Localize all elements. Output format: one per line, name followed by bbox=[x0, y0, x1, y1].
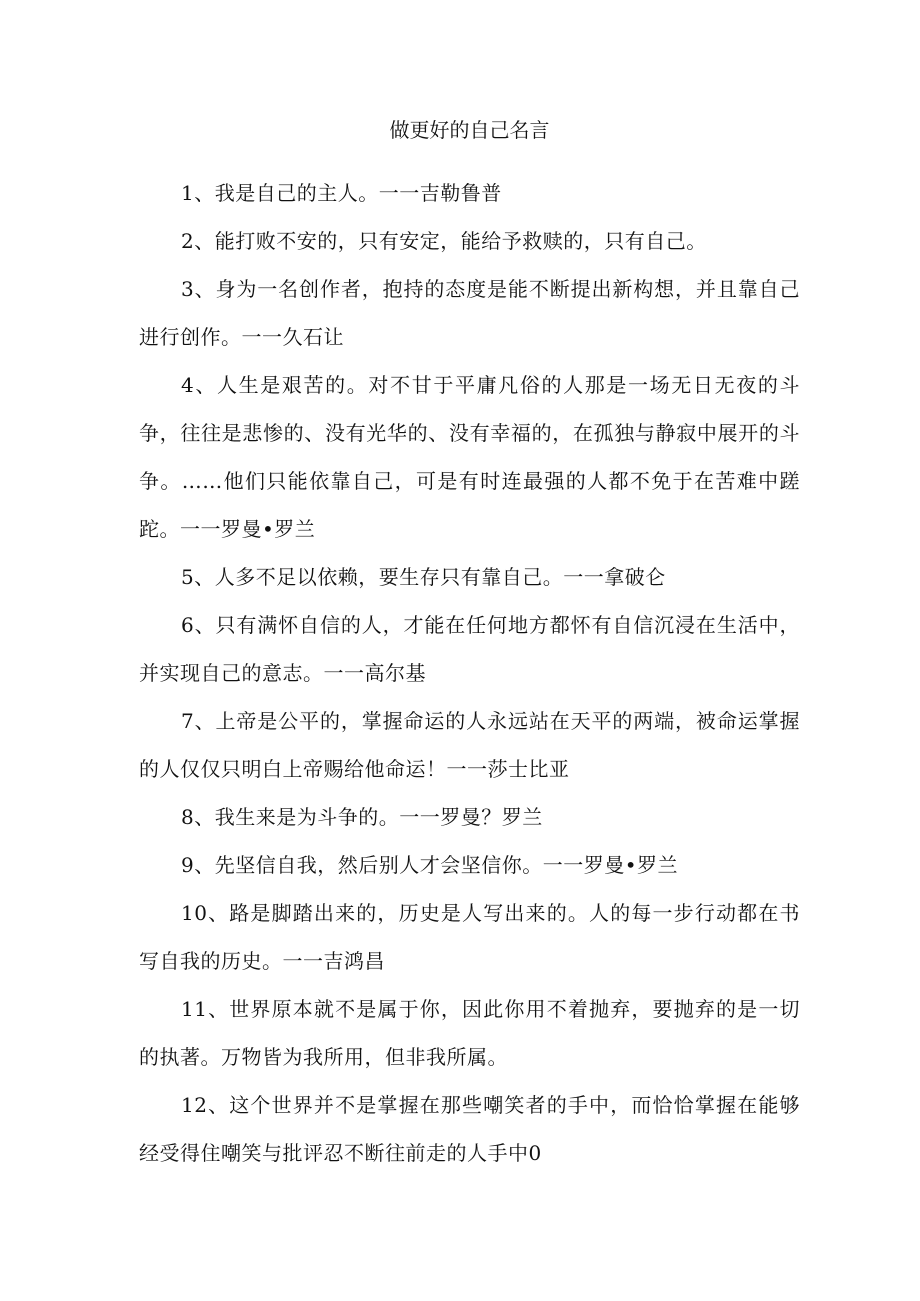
quote-list bbox=[139, 169, 800, 1177]
quote-item: 12、这个世界并不是掌握在那些嘲笑者的手中，而恰恰掌握在能够经受得住嘲笑与批评忍不断往前走的人手中0 bbox=[139, 1093, 800, 1165]
quote-item: 9、先坚信自我，然后别人才会坚信你。一一罗曼•罗兰 bbox=[181, 853, 679, 877]
quote-item: 11、世界原本就不是属于你，因此你用不着抛弃，要抛弃的是一切的执著。万物皆为我所用，但非我所属。 bbox=[139, 997, 800, 1069]
quote-item: 8、我生来是为斗争的。一一罗曼？罗兰 bbox=[181, 805, 543, 829]
quote-item: 5、人多不足以依赖，要生存只有靠自己。一一拿破仑 bbox=[181, 565, 666, 589]
document-title: 做更好的自己名言 bbox=[389, 118, 550, 142]
quote-item: 6、只有满怀自信的人，才能在任何地方都怀有自信沉浸在生活中，并实现自己的意志。一一高尔基 bbox=[139, 613, 800, 685]
quote-item: 4、人生是艰苦的。对不甘于平庸凡俗的人那是一场无日无夜的斗争，往往是悲惨的、没有光华的、没有幸福的，在孤独与静寂中展开的斗争。……他们只能依靠自己，可是有时连最强的人都不免于在苦难中蹉跎。一一罗曼•罗兰 bbox=[139, 373, 800, 541]
quote-item: 7、上帝是公平的，掌握命运的人永远站在天平的两端，被命运掌握的人仅仅只明白上帝赐给他命运！一一莎士比亚 bbox=[139, 709, 800, 781]
quote-item: 10、路是脚踏出来的，历史是人写出来的。人的每一步行动都在书写自我的历史。一一吉鸿昌 bbox=[139, 901, 800, 973]
quote-item: 2、能打败不安的，只有安定，能给予救赎的，只有自己。 bbox=[181, 229, 707, 253]
quote-item: 1、我是自己的主人。一一吉勒鲁普 bbox=[181, 181, 502, 205]
quote-item: 3、身为一名创作者，抱持的态度是能不断提出新构想，并且靠自己进行创作。一一久石让 bbox=[139, 277, 800, 349]
